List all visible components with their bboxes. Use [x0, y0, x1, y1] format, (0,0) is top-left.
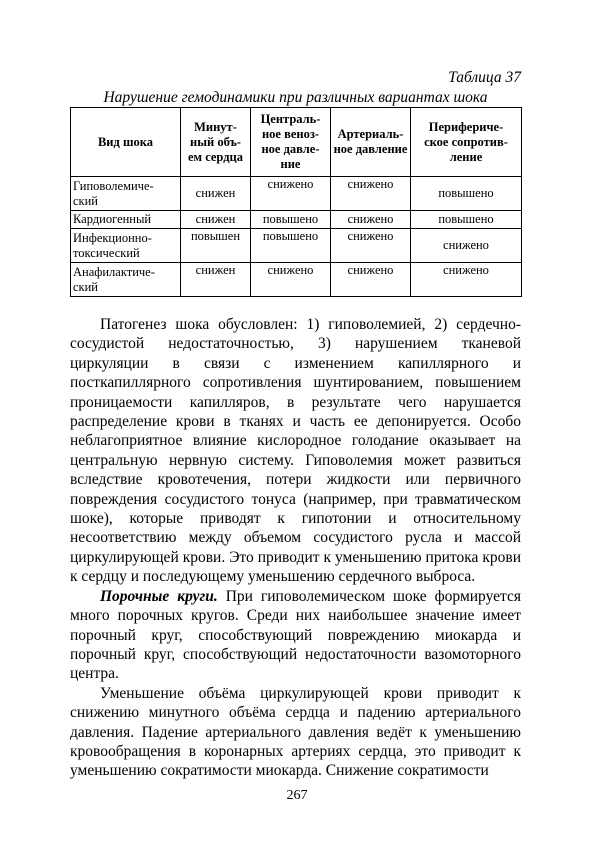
table-cell: Кардиогенный	[71, 211, 181, 229]
paragraph-vicious-circles	[70, 587, 521, 684]
paragraph-vicious-circles-text: При гиповолемическом шоке формируется много порочных кругов. Среди них наибольшее значение имеет порочный круг, способствующий повреждению миокарда и порочный круг, способствующий недостаточности вазомоторного центра.	[70, 587, 521, 683]
table-header-row	[71, 108, 522, 177]
table-cell: повышено	[251, 229, 331, 263]
table-row	[71, 177, 522, 211]
header-minute-volume: Минут- ный объ- ем сердца	[181, 108, 251, 177]
paragraph-pathogenesis: Патогенез шока обусловлен: 1) гиповолемией, 2) сердечно-сосудистой недостаточностью, 3) нарушением тканевой циркуляции в связи с изменением капиллярного и посткапиллярного сопротивления шунтированием, повышением проницаемости капилляров, в результате чего нарушается распределение крови в тканях и часть ее депонируется. Особо неблагоприятное влияние кислородное голодание оказывает на центральную нервную систему. Гиповолемия может развиться вследствие кровотечения, потери жидкости или первичного повреждения сосудистого тонуса (например, при травматическом шоке), которые приводят к гипотонии и относительному несоответствию между объемом сосудистого русла и массой циркулирующей крови. Это приводит к уменьшению притока крови к сердцу и последующему уменьшению сердечного выброса.	[70, 316, 521, 586]
table-cell: повышено	[411, 177, 522, 211]
table-number: Таблица 37	[448, 69, 521, 86]
table-cell: повышено	[251, 211, 331, 229]
table-row	[71, 211, 522, 229]
table-cell: повышен	[181, 229, 251, 263]
body-text	[70, 315, 521, 781]
paragraph-blood-volume: Уменьшение объёма циркулирующей крови приводит к снижению минутного объёма сердца и падению артериального давления. Падение артериального давления ведёт к уменьшению кровообращения в коронарных артериях сердца, это приводит к уменьшению сократимости миокарда. Снижение сократимости	[70, 684, 521, 780]
header-central-venous-pressure: Централь- ное веноз- ное давле- ние	[251, 108, 331, 177]
table-row	[71, 229, 522, 263]
table-cell: Инфекционно- токсический	[71, 229, 181, 263]
table-cell: снижено	[331, 177, 411, 211]
page-number: 267	[286, 788, 308, 803]
table-cell: повышено	[411, 211, 522, 229]
table-cell: снижен	[181, 263, 251, 297]
header-arterial-pressure: Артериаль- ное давление	[331, 108, 411, 177]
table-cell: снижено	[331, 211, 411, 229]
table-cell: снижен	[181, 211, 251, 229]
paragraph-lead-heading: Порочные круги.	[100, 587, 218, 605]
table-cell: снижено	[331, 263, 411, 297]
table-cell: снижено	[251, 263, 331, 297]
header-peripheral-resistance: Перифериче- ское сопротив- ление	[411, 108, 522, 177]
table-row	[71, 263, 522, 297]
table-cell: Гиповолемиче- ский	[71, 177, 181, 211]
shock-hemodynamics-table	[70, 107, 522, 297]
table-cell: снижено	[411, 229, 522, 263]
table-cell: снижено	[411, 263, 522, 297]
table-cell: Анафилактиче- ский	[71, 263, 181, 297]
table-cell: снижено	[331, 229, 411, 263]
table-caption: Нарушение гемодинамики при различных вариантах шока	[103, 89, 488, 106]
table-cell: снижено	[251, 177, 331, 211]
table-cell: снижен	[181, 177, 251, 211]
header-shock-type: Вид шока	[71, 108, 181, 177]
